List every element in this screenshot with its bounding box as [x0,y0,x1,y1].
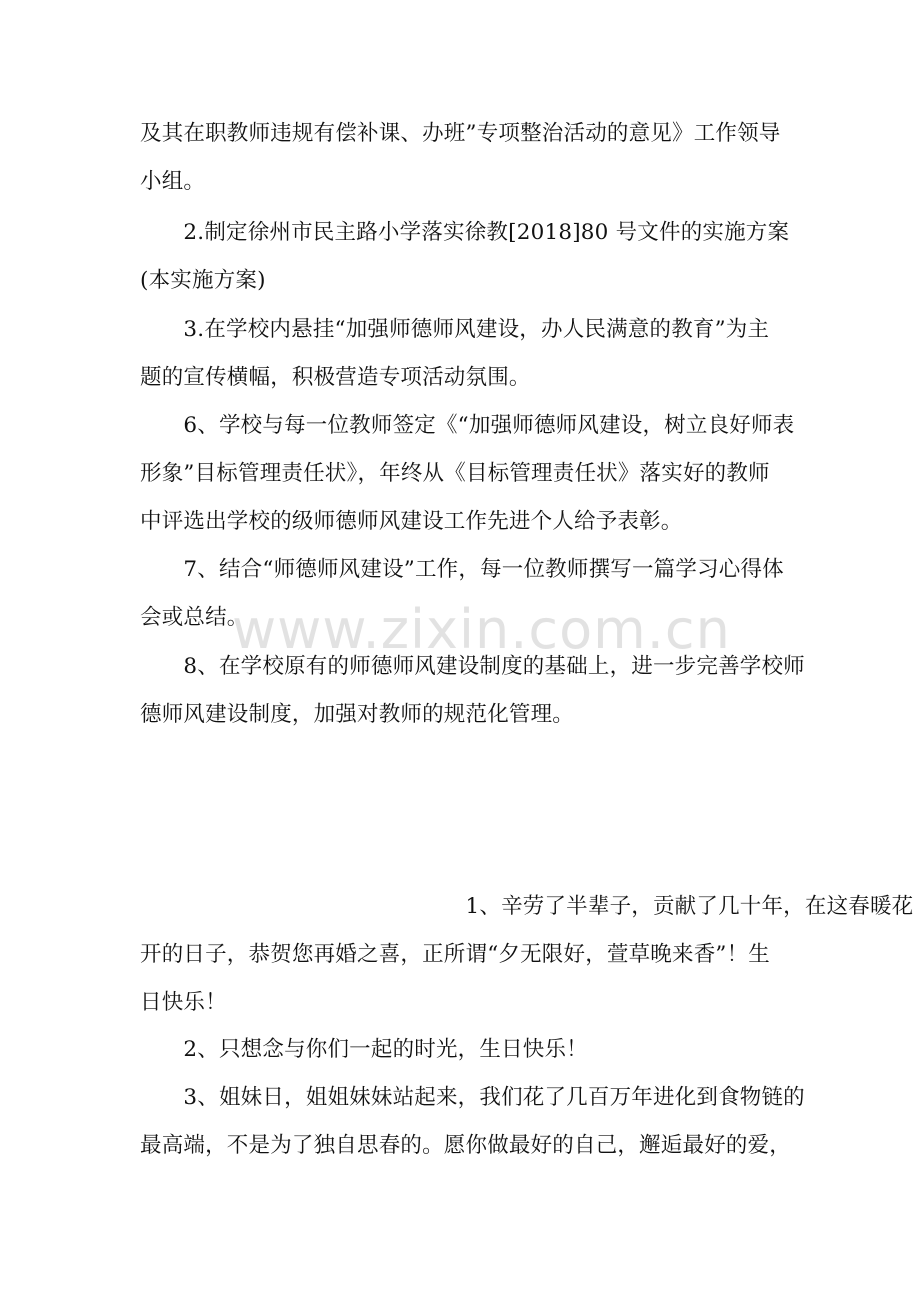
paragraph-item-6 [140,402,795,546]
watermark-text: www.zixin.com.cn [232,598,731,661]
paragraph-line: 会或总结。 [140,605,249,630]
paragraph-line: 形象”目标管理责任状》，年终从《目标管理责任状》落实好的教师 [140,461,770,486]
greeting-item-1 [140,883,914,1027]
paragraph-line: 3、姐妹日，姐姐妹妹站起来，我们花了几百万年进化到食物链的 [140,1085,805,1110]
paragraph-item-7 [140,546,784,642]
paragraph-line: 开的日子，恭贺您再婚之喜，正所谓“夕无限好，萱草晚来香”！生 [140,942,770,967]
paragraph-item-8 [140,643,805,739]
paragraph-item-3 [140,306,780,402]
paragraph-line: 德师风建设制度，加强对教师的规范化管理。 [140,702,575,727]
paragraph-line: 及其在职教师违规有偿补课、办班”专项整治活动的意见》工作领导 [140,121,781,146]
paragraph-line: 1、辛劳了半辈子，贡献了几十年，在这春暖花 [140,894,914,919]
paragraph-line: 6、学校与每一位教师签定《“加强师德师风建设，树立良好师表 [140,413,795,438]
paragraph-line: 3.在学校内悬挂“加强师德师风建设，办人民满意的教育”为主 [140,317,770,342]
paragraph-line: 题的宣传横幅，积极营造专项活动氛围。 [140,365,531,390]
paragraph-item-2 [140,209,790,305]
paragraph-leading-group [140,110,780,206]
paragraph-line: 2.制定徐州市民主路小学落实徐教[2018]80 号文件的实施方案 [140,220,790,245]
paragraph-line: 7、结合“师德师风建设”工作，每一位教师撰写一篇学习心得体 [140,557,784,582]
paragraph-line: 最高端，不是为了独自思春的。愿你做最好的自己，邂逅最好的爱， [140,1133,792,1158]
paragraph-line: 2、只想念与你们一起的时光，生日快乐！ [140,1037,588,1062]
paragraph-line: 中评选出学校的级师德师风建设工作先进个人给予表彰。 [140,509,683,534]
paragraph-line: (本实施方案) [140,268,266,293]
greeting-item-2 [140,1026,780,1074]
greeting-item-3 [140,1074,805,1170]
paragraph-line: 小组。 [140,169,206,194]
paragraph-line: 8、在学校原有的师德师风建设制度的基础上，进一步完善学校师 [140,654,805,679]
paragraph-line: 日快乐！ [140,990,227,1015]
